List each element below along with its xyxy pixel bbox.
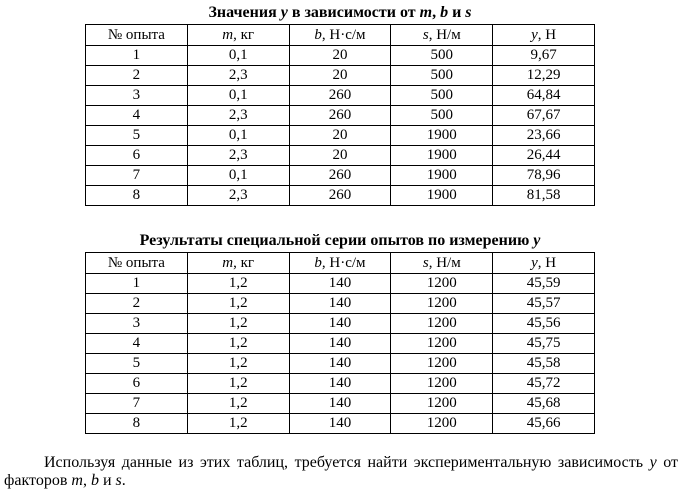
variable-symbol: s — [465, 4, 472, 21]
table-cell: 2,3 — [187, 66, 289, 86]
table-cell: 0,1 — [187, 46, 289, 66]
table-cell: 78,96 — [493, 166, 595, 186]
variable-symbol: s — [422, 26, 429, 43]
table-cell: 5 — [86, 354, 188, 374]
table-cell: 1200 — [391, 374, 493, 394]
table-cell: 260 — [289, 106, 391, 126]
variable-symbol: b — [314, 254, 322, 271]
table-cell: 81,58 — [493, 186, 595, 206]
table-cell: 4 — [86, 106, 188, 126]
table-cell: 64,84 — [493, 86, 595, 106]
text-run: , — [82, 472, 91, 489]
table-block-1 — [0, 0, 680, 206]
table-cell: 45,56 — [493, 314, 595, 334]
table-cell: 2,3 — [187, 186, 289, 206]
column-header — [493, 25, 595, 46]
table-cell: 7 — [86, 394, 188, 414]
table-cell: 3 — [86, 86, 188, 106]
table-row — [86, 414, 595, 434]
table-row — [86, 374, 595, 394]
column-header — [289, 253, 391, 274]
table-cell: 67,67 — [493, 106, 595, 126]
column-header — [187, 25, 289, 46]
variable-symbol: y — [531, 254, 538, 271]
table-cell: 45,75 — [493, 334, 595, 354]
text-run: , Н — [537, 254, 557, 271]
text-run: № опыта — [107, 254, 165, 271]
table-cell: 20 — [289, 46, 391, 66]
table-cell: 1200 — [391, 314, 493, 334]
table-cell: 140 — [289, 294, 391, 314]
table-cell: 9,67 — [493, 46, 595, 66]
text-run: Значения — [208, 4, 281, 21]
table-cell: 140 — [289, 394, 391, 414]
table-cell: 1200 — [391, 414, 493, 434]
table-cell: 4 — [86, 334, 188, 354]
table-cell: 1 — [86, 274, 188, 294]
table-cell: 1200 — [391, 394, 493, 414]
column-header — [493, 253, 595, 274]
table-row — [86, 294, 595, 314]
column-header — [187, 253, 289, 274]
table-cell: 1,2 — [187, 414, 289, 434]
table-cell: 1 — [86, 46, 188, 66]
table-row — [86, 126, 595, 146]
variable-symbol: b — [440, 4, 449, 21]
table-cell: 45,59 — [493, 274, 595, 294]
table-row — [86, 86, 595, 106]
table-cell: 8 — [86, 414, 188, 434]
table-cell: 140 — [289, 334, 391, 354]
table-cell: 1,2 — [187, 374, 289, 394]
column-header — [391, 25, 493, 46]
table-row — [86, 334, 595, 354]
text-run: в зависимости от — [287, 4, 420, 21]
variable-symbol: m — [222, 254, 234, 271]
table-cell: 260 — [289, 166, 391, 186]
column-header — [289, 25, 391, 46]
table-cell: 2 — [86, 66, 188, 86]
table-row — [86, 186, 595, 206]
table-cell: 0,1 — [187, 166, 289, 186]
header-row — [86, 25, 595, 46]
variable-symbol: y — [531, 26, 538, 43]
table-row — [86, 66, 595, 86]
table-cell: 45,72 — [493, 374, 595, 394]
table-cell: 1,2 — [187, 354, 289, 374]
table-1-title — [85, 0, 595, 22]
text-run: № опыта — [107, 26, 165, 43]
table-row — [86, 314, 595, 334]
table-cell: 500 — [391, 86, 493, 106]
text-run: , Н·с/м — [321, 254, 366, 271]
table-cell: 23,66 — [493, 126, 595, 146]
table-cell: 2,3 — [187, 106, 289, 126]
table-cell: 26,44 — [493, 146, 595, 166]
table-1 — [85, 24, 595, 206]
table-cell: 8 — [86, 186, 188, 206]
table-cell: 45,57 — [493, 294, 595, 314]
table-cell: 1200 — [391, 354, 493, 374]
variable-symbol: b — [314, 26, 322, 43]
table-cell: 2 — [86, 294, 188, 314]
table-cell: 1200 — [391, 334, 493, 354]
table-cell: 140 — [289, 374, 391, 394]
table-cell: 20 — [289, 146, 391, 166]
table-cell: 0,1 — [187, 126, 289, 146]
variable-symbol: m — [419, 4, 433, 21]
variable-symbol: y — [649, 454, 657, 471]
table-cell: 1900 — [391, 186, 493, 206]
table-cell: 1900 — [391, 126, 493, 146]
table-cell: 3 — [86, 314, 188, 334]
table-row — [86, 274, 595, 294]
table-cell: 12,29 — [493, 66, 595, 86]
table-cell: 140 — [289, 314, 391, 334]
variable-symbol: y — [280, 4, 288, 21]
table-cell: 500 — [391, 46, 493, 66]
header-row — [86, 253, 595, 274]
table-row — [86, 354, 595, 374]
variable-symbol: y — [533, 232, 541, 249]
variable-symbol: m — [71, 472, 83, 489]
table-cell: 1,2 — [187, 274, 289, 294]
table-cell: 1200 — [391, 274, 493, 294]
table-2-title — [85, 232, 595, 250]
text-run: . — [121, 472, 126, 489]
table-cell: 1,2 — [187, 334, 289, 354]
text-run: , Н·с/м — [321, 26, 366, 43]
table-cell: 6 — [86, 146, 188, 166]
table-cell: 1900 — [391, 146, 493, 166]
text-run: , кг — [233, 254, 255, 271]
table-cell: 20 — [289, 66, 391, 86]
text-run: от факторов — [4, 454, 679, 489]
table-cell: 20 — [289, 126, 391, 146]
column-header — [86, 253, 188, 274]
text-run: , кг — [233, 26, 255, 43]
table-2 — [85, 252, 595, 434]
task-paragraph — [0, 454, 680, 490]
table-cell: 45,66 — [493, 414, 595, 434]
text-run: Результаты специальной серии опытов по измерению — [139, 232, 534, 249]
text-run: , Н/м — [428, 254, 461, 271]
table-row — [86, 166, 595, 186]
table-cell: 140 — [289, 274, 391, 294]
column-header — [86, 25, 188, 46]
table-cell: 500 — [391, 66, 493, 86]
table-cell: 1,2 — [187, 294, 289, 314]
text-run: , Н/м — [428, 26, 461, 43]
variable-symbol: s — [422, 254, 429, 271]
text-run: , Н — [537, 26, 557, 43]
column-header — [391, 253, 493, 274]
table-cell: 7 — [86, 166, 188, 186]
table-cell: 1900 — [391, 166, 493, 186]
variable-symbol: b — [90, 472, 99, 489]
text-run: , — [432, 4, 441, 21]
table-cell: 140 — [289, 354, 391, 374]
table-row — [86, 146, 595, 166]
text-run: и — [98, 472, 116, 489]
table-row — [86, 46, 595, 66]
table-cell: 45,68 — [493, 394, 595, 414]
variable-symbol: m — [222, 26, 234, 43]
table-block-2 — [0, 232, 680, 434]
table-cell: 260 — [289, 86, 391, 106]
table-cell: 5 — [86, 126, 188, 146]
table-cell: 140 — [289, 414, 391, 434]
text-run: и — [448, 4, 466, 21]
table-cell: 1,2 — [187, 394, 289, 414]
table-cell: 45,58 — [493, 354, 595, 374]
table-cell: 1200 — [391, 294, 493, 314]
table-cell: 2,3 — [187, 146, 289, 166]
table-cell: 6 — [86, 374, 188, 394]
table-cell: 0,1 — [187, 86, 289, 106]
text-run: Используя данные из этих таблиц, требуется найти экспериментальную зависимость — [44, 454, 650, 471]
variable-symbol: s — [115, 472, 122, 489]
table-cell: 1,2 — [187, 314, 289, 334]
table-cell: 500 — [391, 106, 493, 126]
table-row — [86, 394, 595, 414]
table-row — [86, 106, 595, 126]
table-cell: 260 — [289, 186, 391, 206]
